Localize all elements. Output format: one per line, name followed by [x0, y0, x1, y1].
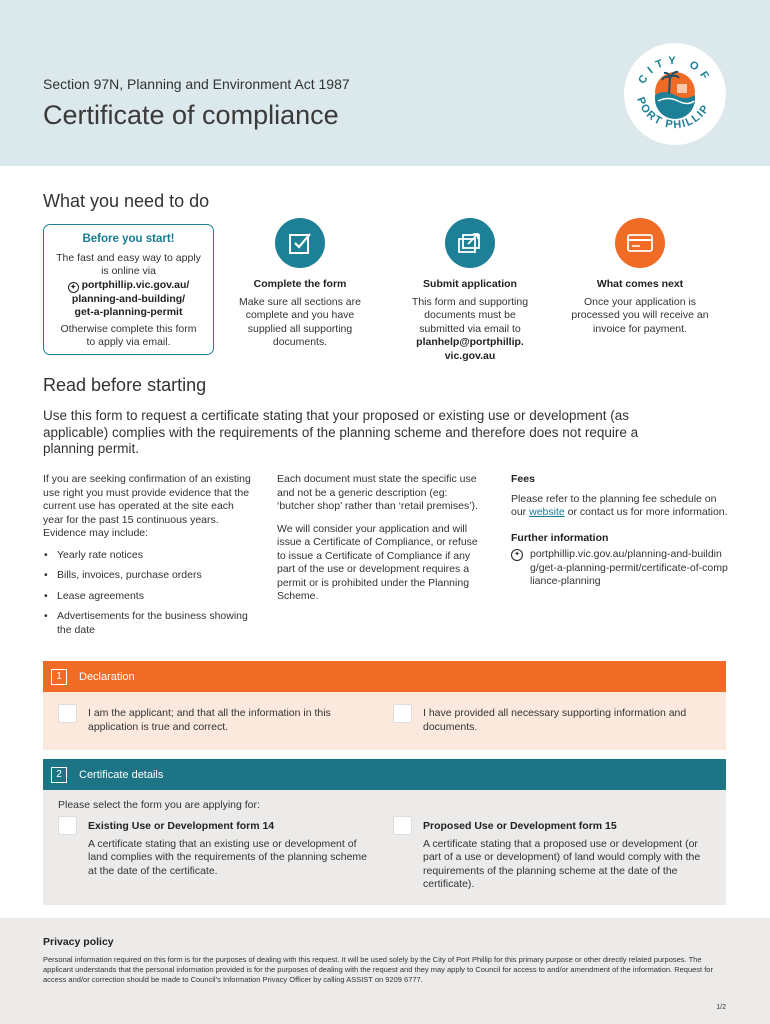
privacy-text: Personal information required on this form is for the purposes of dealing with this request. It will be used solely by the City of Port Phillip for this primary purpose or other directly related purposes. The applicant understands that the personal information provided is for the purposes of dealing with the request and they may apply to Council for access to and/or amendment of the information. Request for access and/or correction should be made to Council’s Information Privacy Officer by calling ASSIST on 9209 6777. — [43, 955, 713, 984]
link-line-2: planning-and-building/ — [71, 292, 186, 305]
header-band — [0, 0, 770, 166]
web-icon: ✦ — [511, 549, 523, 561]
read-before-heading: Read before starting — [43, 375, 207, 395]
documents-text-2: We will consider your application and will issue a Certificate of Compliance, or refuse to issue a Certificate of Compliance if any part of the use or development requires a permit or is prohibited under the Planning Scheme. — [277, 522, 478, 602]
declaration-applicant-checkbox[interactable] — [58, 704, 77, 723]
checkbox-icon — [275, 218, 325, 268]
step-3-text: Once your application is processed you will receive an invoice for payment. — [571, 295, 709, 335]
fees-text-after: or contact us for more information. — [567, 506, 728, 518]
link-line-1: portphillip.vic.gov.au/ — [81, 278, 190, 291]
payment-card-icon — [615, 218, 665, 268]
section-number: 2 — [51, 767, 67, 783]
list-item: • Lease agreements — [43, 590, 253, 604]
step-what-comes-next — [570, 218, 710, 336]
section-title: Declaration — [79, 670, 135, 683]
column-evidence — [43, 473, 253, 644]
section-1-body — [43, 692, 726, 750]
step-1-title: Complete the form — [253, 278, 347, 290]
before-you-start-text: The fast and easy way to apply is online via — [56, 251, 201, 277]
what-you-need-heading: What you need to do — [43, 191, 210, 211]
intro-paragraph: Use this form to request a certificate stating that your proposed or existing use or development (as applicable) complies with the requirements of the planning scheme and therefore does not require a planning permit. — [43, 408, 639, 456]
before-you-start-title: Before you start! — [82, 233, 175, 245]
proposed-use-title: Proposed Use or Development form 15 — [423, 820, 617, 832]
further-info-url: portphillip.vic.gov.au/planning-and-building/get-a-planning-permit/certificate-of-compliance-planning — [530, 548, 728, 587]
section-title: Certificate details — [79, 768, 164, 781]
page-number: 1/2 — [716, 1004, 726, 1011]
section-2-header — [43, 759, 726, 790]
list-item: • Bills, invoices, purchase orders — [43, 569, 253, 583]
column-documents — [277, 473, 487, 610]
step-submit-application — [400, 218, 540, 363]
proposed-use-checkbox[interactable] — [393, 816, 412, 835]
section-1-header — [43, 661, 726, 692]
privacy-footer — [0, 918, 770, 1024]
legislation-reference: Section 97N, Planning and Environment Act 1987 — [43, 76, 350, 92]
evidence-list — [43, 549, 253, 638]
privacy-title: Privacy policy — [43, 936, 114, 948]
declaration-documents-text: I have provided all necessary supporting information and documents. — [423, 707, 687, 733]
list-item: • Yearly rate notices — [43, 549, 253, 563]
declaration-applicant-text: I am the applicant; and that all the information in this application is true and correct. — [88, 707, 331, 733]
section-number: 1 — [51, 669, 67, 685]
svg-text:CITY OF: CITY OF — [636, 54, 714, 87]
city-of-port-phillip-logo — [624, 43, 726, 145]
list-item: • Advertisements for the business showing the date — [43, 610, 253, 637]
proposed-use-option — [423, 820, 718, 892]
further-info-title: Further information — [511, 531, 609, 544]
documents-text-1: Each document must state the specific use and not be a generic description (eg: ‘butcher shop’ rather than ‘retail premises’). — [277, 473, 478, 512]
fees-text-before: Please refer to the planning fee schedule on our — [511, 492, 717, 518]
website-link[interactable]: website — [529, 506, 565, 518]
online-application-link[interactable] — [44, 279, 213, 320]
fees-text — [511, 493, 729, 520]
step-2-title: Submit application — [423, 278, 517, 290]
existing-use-title: Existing Use or Development form 14 — [88, 820, 275, 832]
step-3-title: What comes next — [596, 278, 684, 290]
evidence-text: If you are seeking confirmation of an existing use right you must provide evidence that the current use has operated at the site each year for the past 15 continuous years. Evidence may include: — [43, 473, 251, 539]
page-title: Certificate of compliance — [43, 100, 339, 130]
form-select-prompt: Please select the form you are applying for: — [58, 799, 260, 811]
email-link[interactable]: planhelp@portphillip. vic.gov.au — [416, 336, 524, 362]
existing-use-text: A certificate stating that an existing use or development of land complies with the requirements of the planning scheme at the date of the certificate. — [88, 837, 367, 877]
column-fees-info — [511, 473, 729, 589]
section-2-body — [43, 790, 726, 905]
web-icon: ✦ — [68, 282, 79, 293]
submit-icon — [445, 218, 495, 268]
before-you-start-box — [43, 224, 214, 355]
step-1-text: Make sure all sections are complete and you have supplied all supporting documents. — [239, 295, 361, 348]
existing-use-checkbox[interactable] — [58, 816, 77, 835]
step-2-text: This form and supporting documents must be submitted via email to — [411, 295, 529, 335]
svg-text:PORT PHILLIP: PORT PHILLIP — [634, 95, 713, 132]
declaration-documents-checkbox[interactable] — [393, 704, 412, 723]
link-line-3: get-a-planning-permit — [74, 306, 183, 318]
email-alternative-text: Otherwise complete this form to apply via email. — [60, 322, 197, 348]
fees-title: Fees — [511, 473, 535, 485]
proposed-use-text: A certificate stating that a proposed use or development (or part of a use or development) of land would comply with the requirements of the planning scheme at the date of the certificate). — [423, 837, 701, 890]
further-info-link[interactable] — [511, 548, 729, 589]
step-complete-form — [230, 218, 370, 350]
existing-use-option — [88, 820, 378, 878]
